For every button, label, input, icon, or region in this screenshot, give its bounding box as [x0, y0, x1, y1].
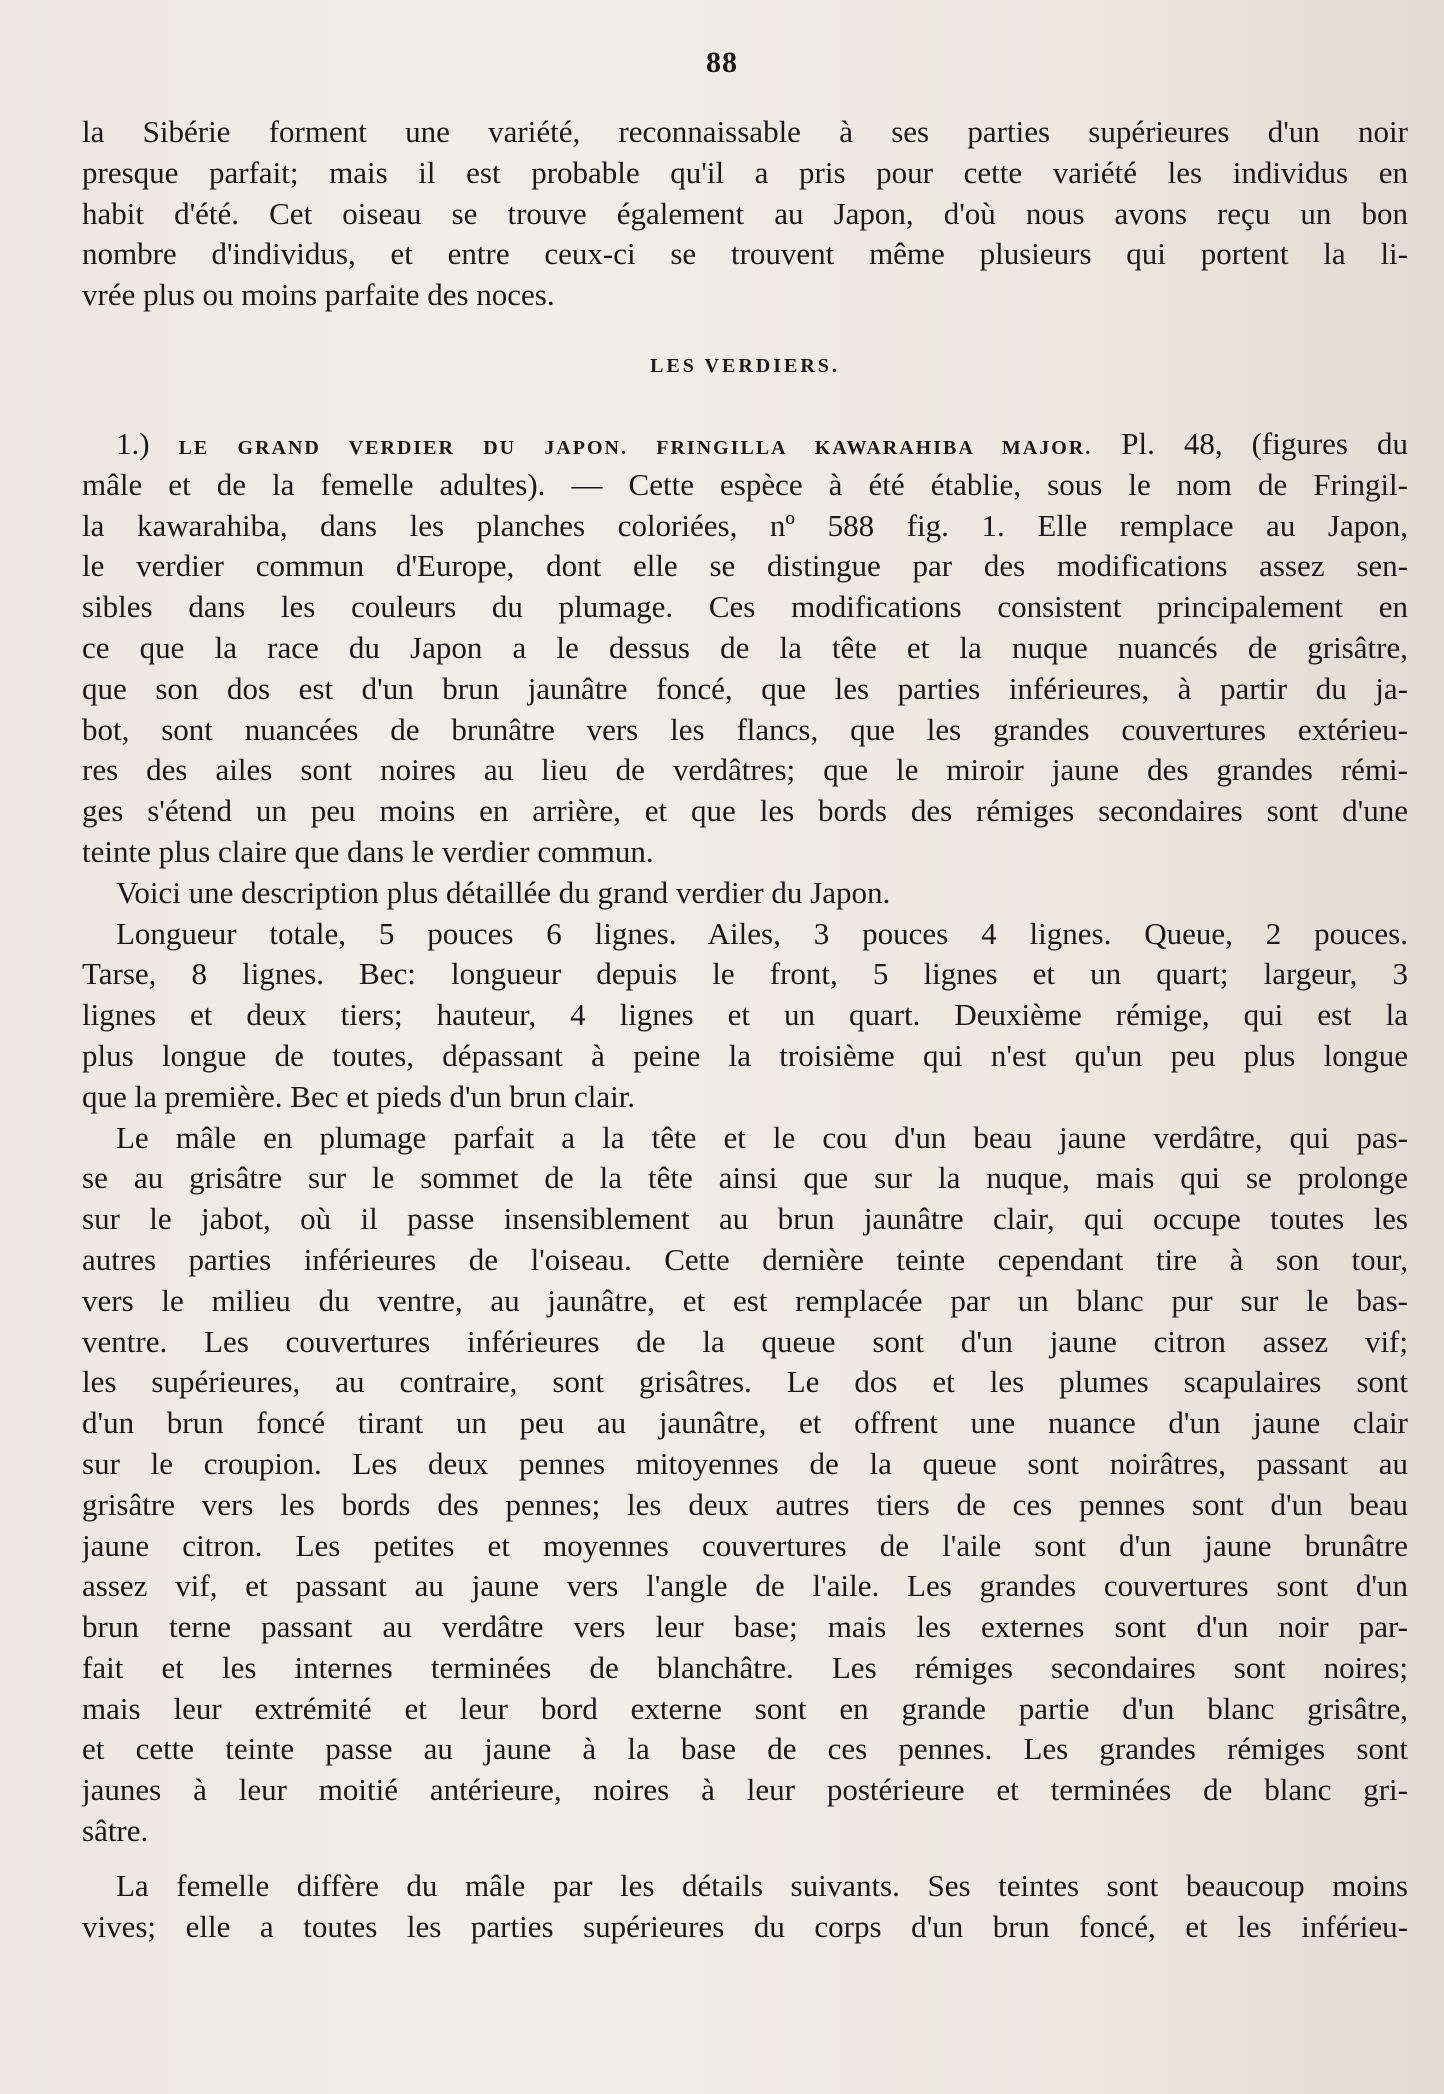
text-line: jaune citron. Les petites et moyennes couvertures de l'aile sont d'un jaune brunâtre — [82, 1527, 1408, 1563]
text-line: teinte plus claire que dans le verdier commun. — [82, 833, 654, 869]
text-line: la kawarahiba, dans les planches coloriées, nº 588 fig. 1. Elle remplace au Japon, — [82, 507, 1408, 543]
male-plumage-paragraph — [82, 1118, 1408, 1852]
text-line: vives; elle a toutes les parties supérieures du corps d'un brun foncé, et les inférieu- — [82, 1908, 1408, 1944]
text-line: que son dos est d'un brun jaunâtre foncé, que les parties inférieures, à partir du ja- — [82, 670, 1408, 706]
text-line: sur le jabot, où il passe insensiblement au brun jaunâtre clair, qui occupe toutes les — [82, 1201, 1408, 1237]
text-line: la Sibérie forment une variété, reconnaissable à ses parties supérieures d'un noir — [82, 114, 1408, 149]
text-line: sur le croupion. Les deux pennes mitoyennes de la queue sont noirâtres, passant au — [82, 1445, 1408, 1481]
text-line: habit d'été. Cet oiseau se trouve également au Japon, d'où nous avons reçu un bon — [82, 195, 1408, 231]
text-line: La femelle diffère du mâle par les détails suivants. Ses teintes sont beaucoup moins — [116, 1867, 1408, 1903]
text-line: fait et les internes terminées de blanchâtre. Les rémiges secondaires sont noires; — [82, 1649, 1408, 1685]
entry-plate-reference: Pl. 48, (figures du — [1121, 425, 1408, 461]
text-line: grisâtre vers les bords des pennes; les deux autres tiers de ces pennes sont d'un beau — [82, 1486, 1408, 1522]
text-line: les supérieures, au contraire, sont grisâtres. Le dos et les plumes scapulaires sont — [82, 1364, 1408, 1400]
text-line: se au grisâtre sur le sommet de la tête ainsi que sur la nuque, mais qui se prolonge — [82, 1160, 1408, 1196]
section-heading: LES VERDIERS. — [650, 354, 840, 377]
text-line: res des ailes sont noires au lieu de verdâtres; que le miroir jaune des grandes rémi- — [82, 752, 1408, 788]
text-line: ce que la race du Japon a le dessus de la tête et la nuque nuancés de grisâtre, — [82, 629, 1408, 665]
intro-paragraph — [82, 112, 1408, 316]
text-line: brun terne passant au verdâtre vers leur base; mais les externes sont d'un noir par- — [82, 1609, 1408, 1645]
species-entry — [82, 424, 1408, 873]
text-line: vers le milieu du ventre, au jaunâtre, et est remplacée par un blanc pur sur le bas- — [82, 1282, 1408, 1318]
text-line: ges s'étend un peu moins en arrière, et que les bords des rémiges secondaires sont d'une — [82, 793, 1408, 829]
text-line: nombre d'individus, et entre ceux-ci se trouvent même plusieurs qui portent la li- — [82, 236, 1408, 272]
text-line: Tarse, 8 lignes. Bec: longueur depuis le front, 5 lignes et un quart; largeur, 3 — [82, 956, 1408, 992]
entry-species-name: LE GRAND VERDIER DU JAPON. FRINGILLA KAWARAHIBA MAJOR. — [178, 436, 1093, 459]
text-line: assez vif, et passant au jaune vers l'angle de l'aile. Les grandes couvertures sont d'un — [82, 1568, 1408, 1604]
page-number: 88 — [706, 46, 738, 79]
text-line: jaunes à leur moitié antérieure, noires à leur postérieure et terminées de blanc gri- — [82, 1772, 1408, 1808]
text-line: mais leur extrémité et leur bord externe sont en grande partie d'un blanc grisâtre, — [82, 1690, 1408, 1726]
entry-number: 1.) — [116, 425, 150, 461]
text-line: vrée plus ou moins parfaite des noces. — [82, 277, 555, 313]
text-line: plus longue de toutes, dépassant à peine la troisième qui n'est qu'un peu plus longue — [82, 1037, 1408, 1073]
text-line: Longueur totale, 5 pouces 6 lignes. Ailes, 3 pouces 4 lignes. Queue, 2 pouces. — [116, 915, 1408, 951]
measurements-paragraph — [82, 914, 1408, 1118]
entry-title-line — [82, 424, 1408, 465]
female-plumage-paragraph — [82, 1866, 1408, 1948]
text-line: presque parfait; mais il est probable qu'il a pris pour cette variété les individus en — [82, 154, 1408, 190]
text-line: et cette teinte passe au jaune à la base de ces pennes. Les grandes rémiges sont — [82, 1731, 1408, 1767]
text-line: ventre. Les couvertures inférieures de la queue sont d'un jaune citron assez vif; — [82, 1323, 1408, 1359]
text-line: sâtre. — [82, 1813, 149, 1849]
text-line: autres parties inférieures de l'oiseau. Cette dernière teinte cependant tire à son tour, — [82, 1241, 1408, 1277]
page-body — [82, 112, 1408, 1947]
text-line: sibles dans les couleurs du plumage. Ces modifications consistent principalement en — [82, 589, 1408, 625]
text-line: d'un brun foncé tirant un peu au jaunâtre, et offrent une nuance d'un jaune clair — [82, 1405, 1408, 1441]
text-line: mâle et de la femelle adultes). — Cette espèce à été établie, sous le nom de Fringil- — [82, 466, 1408, 502]
text-line: que la première. Bec et pieds d'un brun clair. — [82, 1078, 636, 1114]
text-line: le verdier commun d'Europe, dont elle se distingue par des modifications assez sen- — [82, 548, 1408, 584]
text-line: bot, sont nuancées de brunâtre vers les flancs, que les grandes couvertures extérieu- — [82, 711, 1408, 747]
description-intro-paragraph — [82, 873, 1408, 914]
text-line: Voici une description plus détaillée du grand verdier du Japon. — [116, 874, 891, 910]
text-line: lignes et deux tiers; hauteur, 4 lignes et un quart. Deuxième rémige, qui est la — [82, 997, 1408, 1033]
text-line: Le mâle en plumage parfait a la tête et le cou d'un beau jaune verdâtre, qui pas- — [116, 1119, 1408, 1155]
